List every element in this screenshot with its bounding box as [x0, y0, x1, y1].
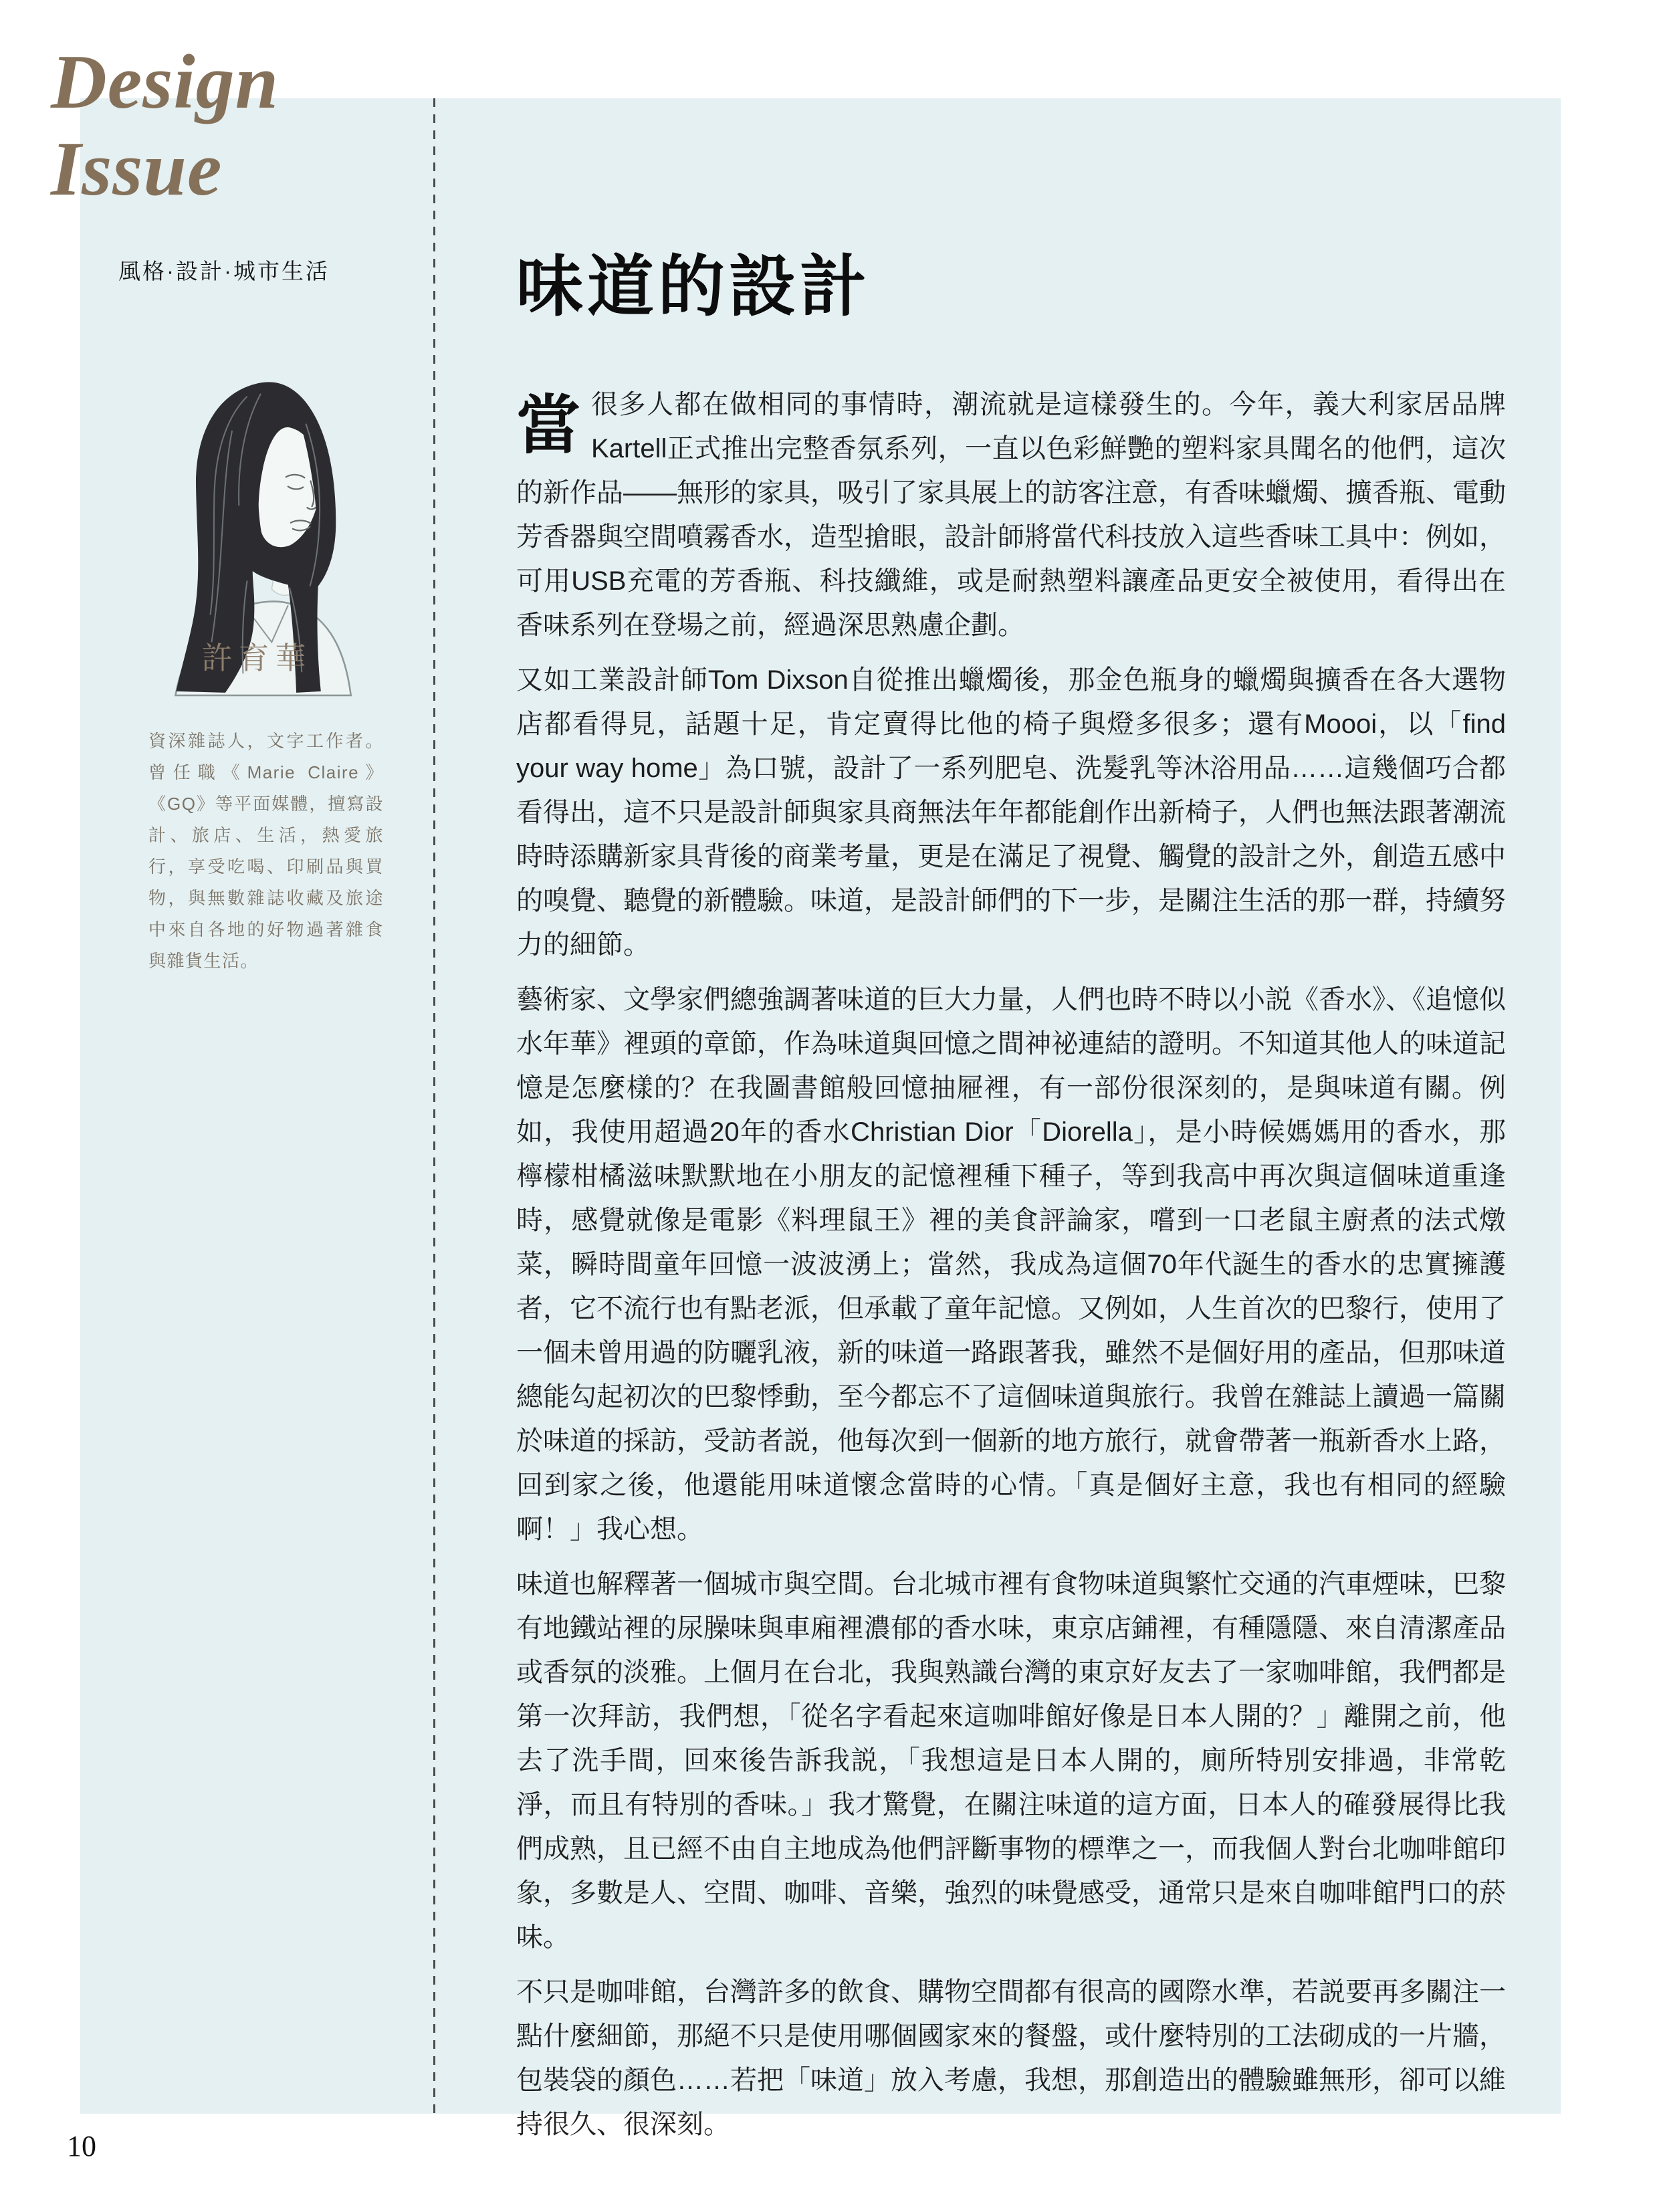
- paragraph-5: 不只是咖啡館，台灣許多的飲食、購物空間都有很高的國際水準，若説要再多關注一點什麼細節，那絕不只是使用哪個國家來的餐盤，或什麼特別的工法砌成的一片牆，包裝袋的顏色……若把「味道」放入考慮，我想，那創造出的體驗雖無形，卻可以維持很久、很深刻。: [516, 1977, 1506, 2139]
- paragraph-4: 味道也解釋著一個城市與空間。台北城市裡有食物味道與繁忙交通的汽車煙味，巴黎有地鐵站裡的尿臊味與車廂裡濃郁的香水味，東京店鋪裡，有種隱隱、來自清潔產品或香氛的淡雅。上個月在台北，我與熟識台灣的東京好友去了一家咖啡館，我們都是第一次拜訪，我們想，「從名字看起來這咖啡館好像是日本人開的？」離開之前，他去了洗手間，回來後告訴我説，「我想這是日本人開的，廁所特別安排過，非常乾淨，而且有特別的香味。」我才驚覺，在關注味道的這方面，日本人的確發展得比我們成熟，且已經不由自主地成為他們評斷事物的標準之一，而我個人對台北咖啡館印象，多數是人、空間、咖啡、音樂，強烈的味覺感受，通常只是來自咖啡館門口的菸味。: [516, 1569, 1506, 1952]
- author-name: 許育華: [201, 641, 312, 675]
- page-number: 10: [67, 2130, 96, 2163]
- paragraph-1-text: 很多人都在做相同的事情時，潮流就是這樣發生的。今年，義大利家居品牌Kartell正式推出完整香氛系列，一直以色彩鮮艷的塑料家具聞名的他們，這次的新作品——無形的家具，吸引了家具展上的訪客注意，有香味蠟燭、擴香瓶、電動芳香器與空間噴霧香水，造型搶眼，設計師將當代科技放入這些香味工具中：例如，可用USB充電的芳香瓶、科技纖維，或是耐熱塑料讓產品更安全被使用，看得出在香味系列在登場之前，經過深思熟慮企劃。: [516, 390, 1506, 640]
- article-title: 味道的設計: [516, 250, 871, 324]
- masthead: [51, 39, 279, 213]
- paragraph-2: 又如工業設計師Tom Dixson自從推出蠟燭後，那金色瓶身的蠟燭與擴香在各大選物店都看得見，話題十足，肯定賣得比他的椅子與燈多很多；還有Moooi，以「find your way home」為口號，設計了一系列肥皂、洗髮乳等沐浴用品……這幾個巧合都看得出，這不只是設計師與家具商無法年年都能創作出新椅子，人們也無法跟著潮流時時添購新家具背後的商業考量，更是在滿足了視覺、觸覺的設計之外，創造五感中的嗅覺、聽覺的新體驗。味道，是設計師們的下一步，是關注生活的那一群，持續努力的細節。: [516, 665, 1506, 960]
- article-body: [516, 382, 1506, 2146]
- dashed-divider: [433, 98, 435, 2114]
- paragraph-3: 藝術家、文學家們總強調著味道的巨大力量，人們也時不時以小説《香水》、《追憶似水年華》裡頭的章節，作為味道與回憶之間神祕連結的證明。不知道其他人的味道記憶是怎麼樣的？在我圖書館般回憶抽屜裡，有一部份很深刻的，是與味道有關。例如，我使用超過20年的香水Christian Dior「Diorella」，是小時候媽媽用的香水，那檸檬柑橘滋味默默地在小朋友的記憶裡種下種子，等到我高中再次與這個味道重逢時，感覺就像是電影《料理鼠王》裡的美食評論家，嚐到一口老鼠主廚煮的法式燉菜，瞬時間童年回憶一波波湧上；當然，我成為這個70年代誕生的香水的忠實擁護者，它不流行也有點老派，但承載了童年記憶。又例如，人生首次的巴黎行，使用了一個未曾用過的防曬乳液，新的味道一路跟著我，雖然不是個好用的產品，但那味道總能勾起初次的巴黎悸動，至今都忘不了這個味道與旅行。我曾在雜誌上讀過一篇關於味道的採訪，受訪者説，他每次到一個新的地方旅行，就會帶著一瓶新香水上路，回到家之後，他還能用味道懷念當時的心情。「真是個好主意，我也有相同的經驗啊！」我心想。: [516, 985, 1506, 1544]
- masthead-line1: Design: [51, 39, 280, 125]
- paragraph-1: [516, 382, 1506, 647]
- section-tagline: 風格·設計·城市生活: [118, 259, 330, 284]
- author-bio: 資深雜誌人，文字工作者。曾任職《Marie Claire》《GQ》等平面媒體，擅寫設計、旅店、生活，熱愛旅行，享受吃喝、印刷品與買物，與無數雜誌收藏及旅途中來自各地的好物過著雜食與雜貨生活。: [148, 731, 384, 971]
- drop-cap: 當: [516, 390, 580, 461]
- article: [516, 249, 1506, 2157]
- masthead-line2: Issue: [51, 126, 223, 212]
